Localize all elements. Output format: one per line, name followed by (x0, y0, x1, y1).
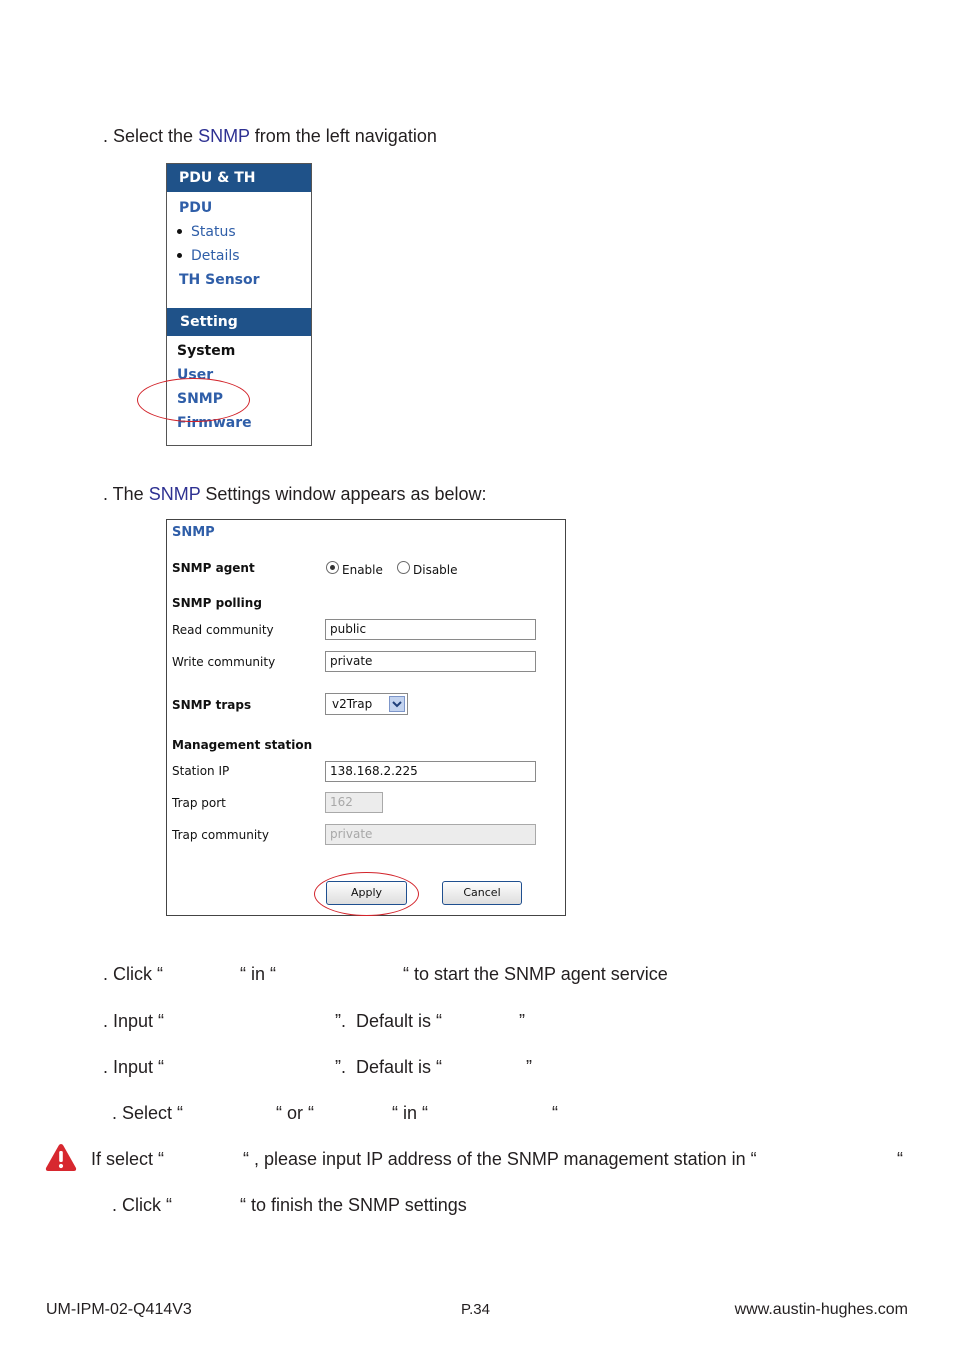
snmp-settings-window (166, 519, 566, 916)
station-ip-label: Station IP (172, 764, 230, 778)
bullet-icon (177, 253, 182, 258)
disable-radio[interactable] (397, 561, 410, 574)
snmp-link-text: SNMP (198, 126, 250, 146)
disable-label: Disable (413, 563, 458, 577)
footer-doc-id: UM-IPM-02-Q414V3 (46, 1301, 192, 1318)
nav-item-user[interactable]: User (177, 367, 214, 383)
enable-radio[interactable] (326, 561, 339, 574)
trap-community-label: Trap community (172, 828, 269, 842)
footer-page-number: P.34 (461, 1301, 490, 1318)
bullet-icon (177, 229, 182, 234)
chevron-down-icon[interactable] (389, 696, 405, 712)
apply-button[interactable]: Apply (326, 881, 407, 905)
footer-website[interactable]: www.austin-hughes.com (734, 1301, 908, 1318)
nav-item-system[interactable]: System (177, 343, 236, 359)
write-community-label: Write community (172, 655, 276, 669)
nav-header-pdu-th: PDU & TH (167, 164, 311, 192)
trap-port-label: Trap port (172, 796, 226, 810)
enable-label: Enable (342, 563, 383, 577)
nav-header-setting: Setting (167, 308, 311, 336)
nav-item-details[interactable]: Details (191, 248, 240, 264)
cancel-button[interactable]: Cancel (442, 881, 522, 905)
nav-item-status[interactable]: Status (191, 224, 236, 240)
step1-text: . Select the SNMP from the left navigation (103, 126, 437, 146)
trap-port-input[interactable]: 162 (325, 792, 383, 813)
snmp-highlight-circle (137, 378, 250, 422)
snmp-polling-label: SNMP polling (172, 596, 262, 610)
nav-item-firmware[interactable]: Firmware (177, 415, 252, 431)
write-community-input[interactable]: private (325, 651, 536, 672)
station-ip-input[interactable]: 138.168.2.225 (325, 761, 536, 782)
form-title: SNMP (172, 525, 215, 540)
nav-item-th-sensor[interactable]: TH Sensor (179, 272, 260, 288)
warning-icon (45, 1143, 77, 1172)
trap-community-input[interactable]: private (325, 824, 536, 845)
snmp-link-text: SNMP (148, 484, 201, 504)
management-station-label: Management station (172, 738, 313, 752)
snmp-traps-select[interactable] (325, 693, 408, 715)
snmp-traps-label: SNMP traps (172, 698, 252, 712)
snmp-agent-label: SNMP agent (172, 561, 255, 575)
nav-item-pdu[interactable]: PDU (179, 200, 213, 216)
read-community-input[interactable]: public (325, 619, 536, 640)
step2-text: . The SNMP Settings window appears as below: (103, 484, 487, 504)
apply-highlight-circle (314, 872, 419, 916)
snmp-traps-value: v2Trap (332, 697, 373, 711)
nav-item-snmp[interactable]: SNMP (177, 391, 223, 407)
read-community-label: Read community (172, 623, 274, 637)
